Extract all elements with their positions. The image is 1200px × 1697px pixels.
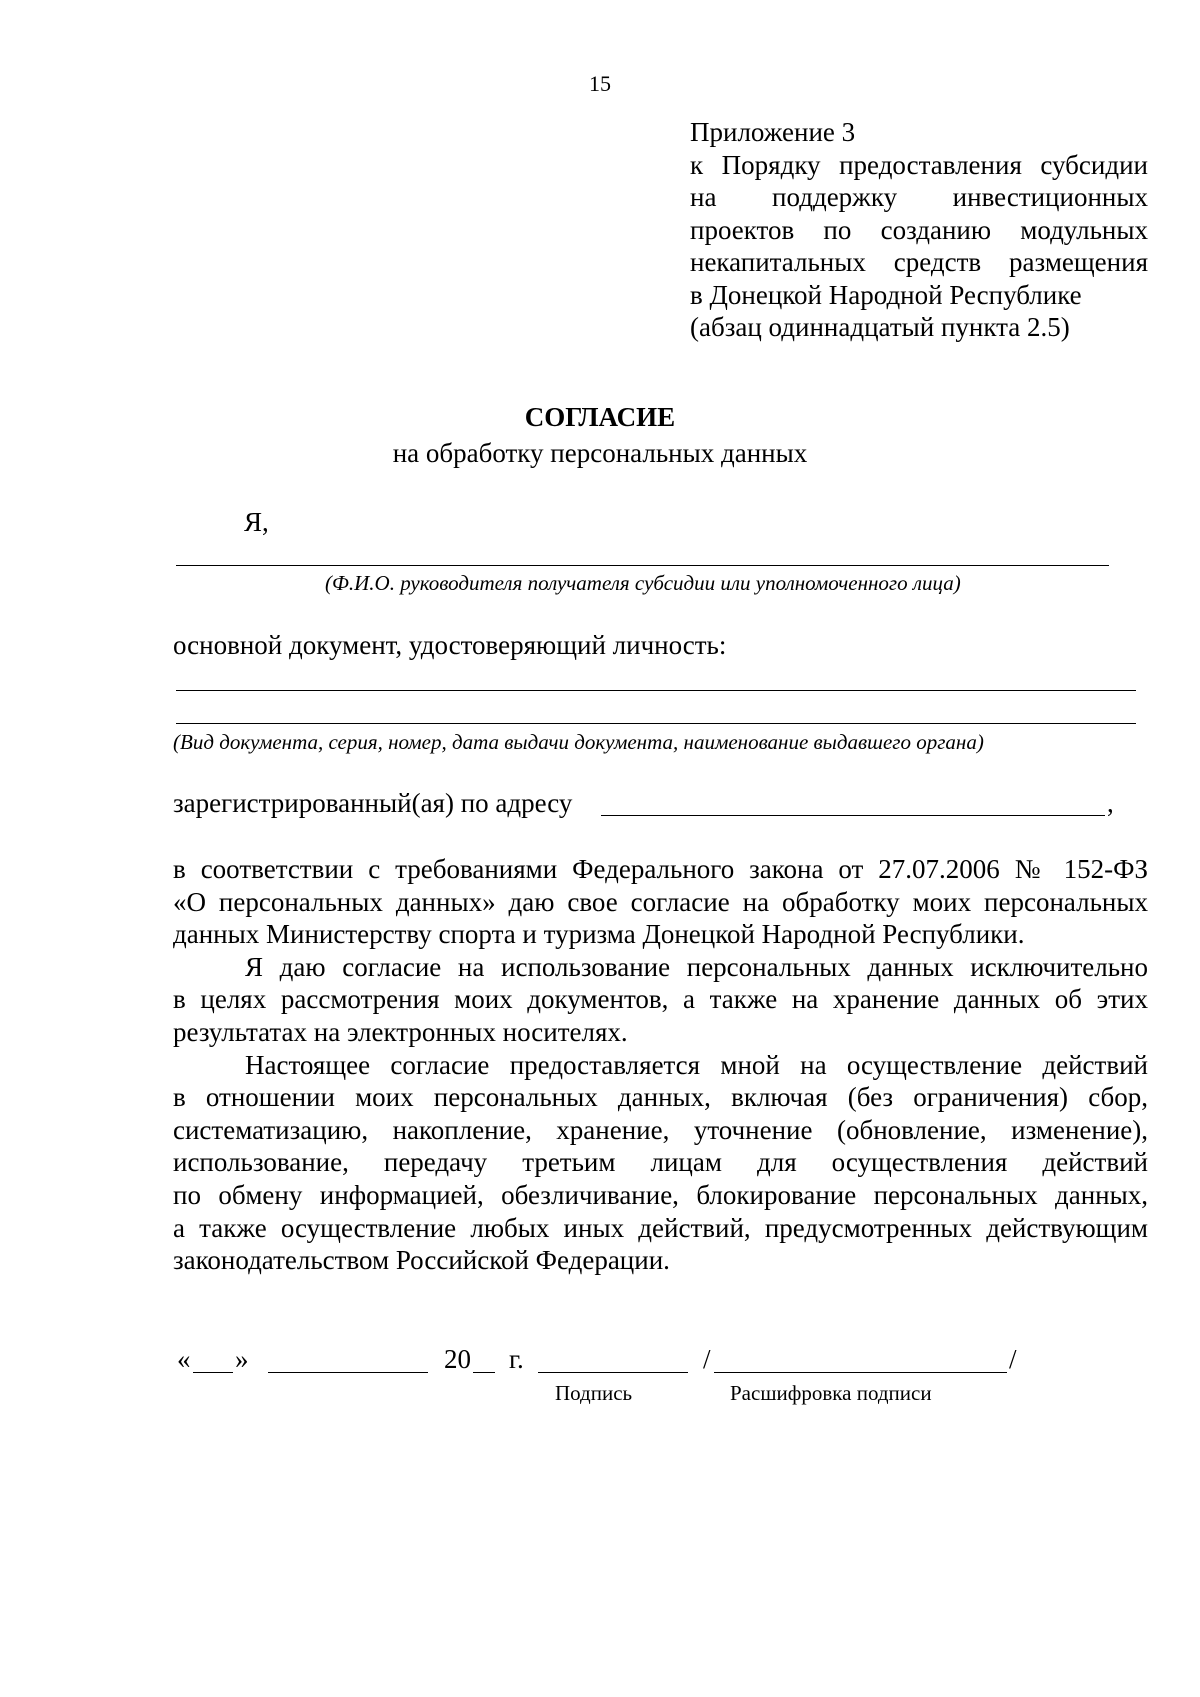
address-comma: , [1107, 788, 1114, 818]
doc-fill-line-1[interactable] [176, 690, 1136, 691]
page-number: 15 [589, 71, 611, 96]
doc-fill-line-2[interactable] [176, 723, 1136, 724]
appendix-line: на поддержку инвестиционных [690, 182, 1148, 212]
signature-label: Подпись [555, 1381, 633, 1405]
consent-body [173, 853, 1148, 1277]
appendix-line: к Порядку предоставления субсидии [690, 149, 1148, 180]
body-line: в отношении моих персональных данных, включая (без ограничения) сбор, [173, 1082, 1148, 1113]
doc-hint: (Вид документа, серия, номер, дата выдачи документа, наименование выдавшего органа) [173, 730, 984, 754]
ya-label: Я, [244, 507, 269, 537]
body-line: Настоящее согласие предоставляется мной на осуществление действий [245, 1049, 1148, 1080]
year-prefix: 20 [444, 1344, 471, 1374]
body-line: в целях рассмотрения моих документов, а также на хранение данных об этих [173, 984, 1148, 1015]
doc-label: основной документ, удостоверяющий личность: [173, 630, 727, 660]
document-subtitle: на обработку персональных данных [392, 438, 808, 468]
body-line: Я даю согласие на использование персональных данных исключительно [245, 951, 1148, 982]
body-line: использование, передачу третьим лицам для осуществления действий [173, 1147, 1148, 1178]
date-open-quote: « [177, 1344, 191, 1374]
fio-fill-line[interactable] [176, 565, 1109, 566]
decode-fill-line[interactable] [714, 1372, 1007, 1373]
appendix-line: некапитальных средств размещения [690, 247, 1148, 277]
day-fill-line[interactable] [193, 1372, 233, 1373]
appendix-line: проектов по созданию модульных [690, 214, 1148, 245]
body-line: а также осуществление любых иных действий, предусмотренных действующим [173, 1212, 1148, 1243]
document-title: СОГЛАСИЕ [524, 402, 676, 432]
body-line: «О персональных данных» даю свое согласие на обработку моих персональных [173, 886, 1148, 917]
date-close-quote: » [235, 1344, 249, 1374]
body-line: систематизацию, накопление, хранение, уточнение (обновление, изменение), [173, 1114, 1148, 1145]
slash-open: / [703, 1344, 711, 1374]
address-label: зарегистрированный(ая) по адресу [173, 788, 573, 818]
body-line: данных Министерству спорта и туризма Донецкой Народной Республики. [173, 919, 1025, 950]
year-fill-line[interactable] [473, 1372, 495, 1373]
month-fill-line[interactable] [268, 1372, 428, 1373]
year-suffix: г. [509, 1344, 524, 1374]
decode-label: Расшифровка подписи [730, 1381, 932, 1405]
appendix-line: (абзац одиннадцатый пункта 2.5) [690, 312, 1070, 342]
body-line: в соответствии с требованиями Федерального закона от 27.07.2006 № 152-ФЗ [173, 854, 1148, 884]
appendix-block [690, 116, 1148, 344]
body-line: результатах на электронных носителях. [173, 1016, 628, 1047]
appendix-line: в Донецкой Народной Республике [690, 279, 1082, 310]
body-line: по обмену информацией, обезличивание, блокирование персональных данных, [173, 1179, 1148, 1210]
fio-hint: (Ф.И.О. руководителя получателя субсидии или уполномоченного лица) [325, 571, 961, 595]
appendix-line: Приложение 3 [690, 117, 856, 147]
slash-close: / [1009, 1344, 1017, 1374]
signature-fill-line[interactable] [538, 1372, 688, 1373]
body-line: законодательством Российской Федерации. [173, 1245, 670, 1276]
signature-row [173, 1342, 1073, 1378]
address-fill-line[interactable] [601, 815, 1105, 816]
